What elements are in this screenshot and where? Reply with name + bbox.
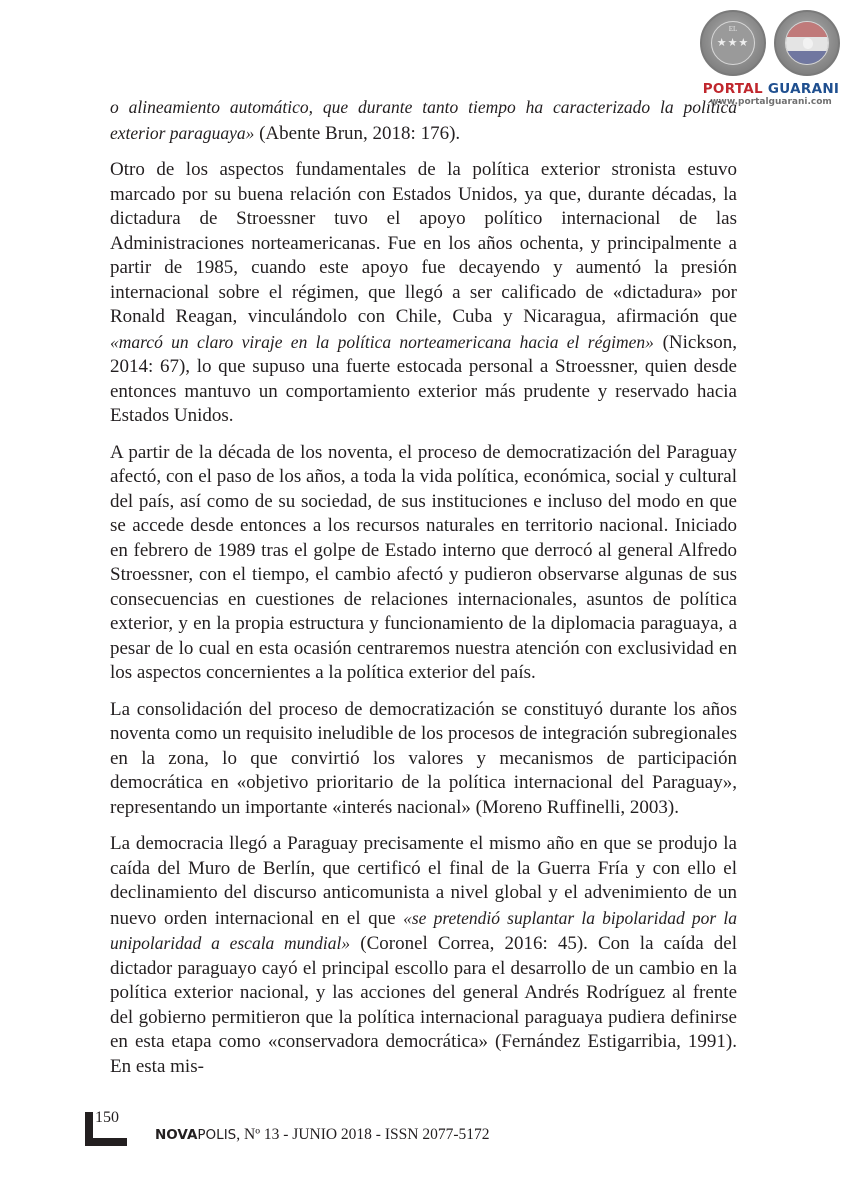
- paragraph: Otro de los aspectos fundamentales de la política exterior stronista estuvo marcado por su buena relación con Estados Unidos, ya que, durante décadas, la dictadura de Stroessner tuvo el apoyo político internacional de las Administraciones norteamericanas. Fue en los años ochenta, y principalmente a partir de 1985, cuando este apoyo fue decayendo y aumentó la presión internacional sobre el régimen, que llegó a ser calificado de «dictadura» por Ronald Reagan, vinculándolo con Chile, Cuba y Nicaragua, afirmación que «marcó un claro viraje en la política norteamericana hacia el régimen» (Nickson, 2014: 67), lo que supuso una fuerte estocada personal a Stroessner, quien desde entonces mantuvo un comportamiento exterior más prudente y reservado hacia Estados Unidos.: [110, 159, 737, 426]
- watermark-title: PORTAL GUARANI: [702, 81, 840, 97]
- watermark-url: www.portalguarani.com: [710, 97, 832, 107]
- paragraph: La consolidación del proceso de democratización se constituyó durante los años noventa como un requisito ineludible de los procesos de integración subregionales en la zona, lo que convirtió los valores y mecanismos de participación democrática en «objetivo prioritario de la política internacional del Paraguay», representando un importante «interés nacional» (Moreno Ruffinelli, 2003).: [110, 698, 737, 818]
- page-corner-mark: [85, 1138, 127, 1146]
- italic-quote: «se pretendió suplantar la bipolaridad por la unipolaridad a escala mundial»: [110, 907, 737, 953]
- journal-issue: , Nº 13 - JUNIO 2018 - ISSN 2077-5172: [236, 1126, 490, 1143]
- italic-quote: «marcó un claro viraje en la política norteamericana hacia el régimen»: [110, 331, 654, 352]
- paragraph: La democracia llegó a Paraguay precisamente el mismo año en que se produjo la caída del Muro de Berlín, que certificó el final de la Guerra Fría y con ello el declinamiento del discurso anticomunista a nivel global y el advenimiento de un nuevo orden internacional en el que «se pretendió suplantar la bipolaridad por la unipolaridad a escala mundial» (Coronel Correa, 2016: 45). Con la caída del dictador paraguayo cayó el principal escollo para el desarrollo de un cambio en la política exterior nacional, y las acciones del general Andrés Rodríguez al frente del gobierno permitieron que la política internacional paraguaya pudiera definirse en esta etapa como «conservadora democrática» (Fernández Estigarribia, 1991). En esta mis-: [110, 833, 737, 1077]
- paragraph: A partir de la década de los noventa, el proceso de democratización del Paraguay afectó, con el paso de los años, a toda la vida política, económica, social y cultural del país, así como de su sociedad, de sus instituciones e incluso del modo en que se accede desde entonces a los recursos naturales en territorio nacional. Iniciado en febrero de 1989 tras el golpe de Estado interno que derrocó al general Alfredo Stroessner, con el tiempo, el cambio afectó y pudieron observarse algunas de sus consecuencias en cuestiones de relaciones internacionales, asuntos de política exterior, y en la propia estructura y funcionamiento de la diplomacia paraguaya, a pesar de lo cual en esta ocasión centraremos nuestra atención con exclusividad en los aspectos concernientes a la política exterior del país.: [110, 441, 737, 683]
- journal-footer: [155, 1126, 489, 1144]
- citation: (Abente Brun, 2018: 176).: [254, 122, 461, 144]
- seal-three-stars-icon: EL ★★★: [700, 10, 766, 76]
- journal-brand: NOVAPOLIS: [155, 1127, 237, 1143]
- seal-paraguay-flag-icon: [774, 10, 840, 76]
- article-body: [110, 95, 737, 1091]
- page-number: 150: [95, 1109, 119, 1126]
- italic-quote: o alineamiento automático, que durante tanto tiempo ha caracterizado la política exterior paraguaya»: [110, 97, 737, 143]
- paragraph-continued-quote: [110, 95, 737, 146]
